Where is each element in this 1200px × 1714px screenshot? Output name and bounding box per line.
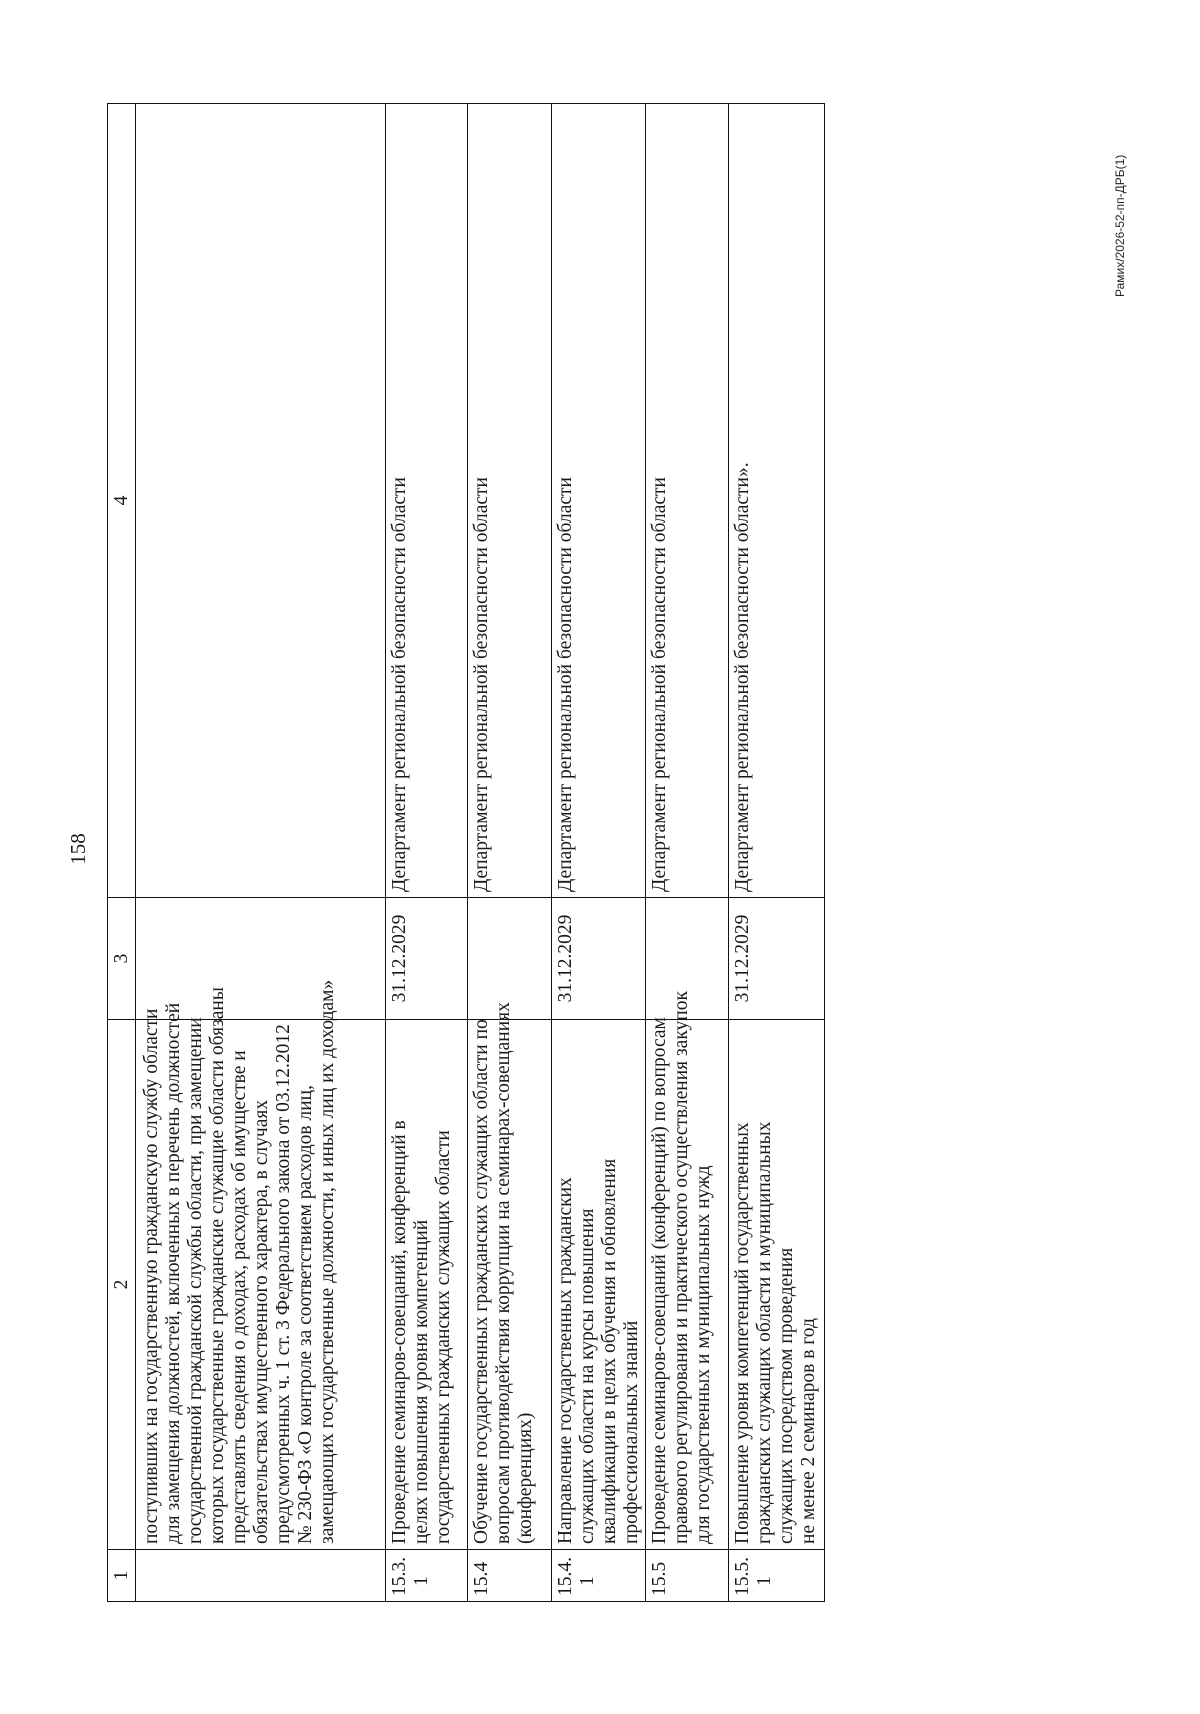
measure-description [136,979,386,1550]
executor-cell: Департамент региональной безопасности области [386,104,468,898]
desc-line: которых государственные гражданские служащие области обязаны [207,987,228,1544]
desc-line: вопросам противодействия коррупции на семинарах-совещаниях [493,1002,514,1544]
deadline-cell: 31.12.2029 [386,898,468,1020]
executor-cell [136,104,386,898]
desc-line: не менее 2 семинаров в год [798,1318,819,1544]
desc-line: правового регулирования и практического осуществления закупок [671,991,692,1544]
desc-line: государственной гражданской службы области, при замещении [185,1017,206,1544]
document-stamp: Рамих/2026-52-пп-ДРБ(1) [1113,154,1127,297]
desc-line: квалификации в целях обучения и обновления [599,1158,620,1544]
desc-line: государственных гражданских служащих области [433,1130,454,1544]
desc-line: (конференциях) [515,1412,536,1544]
row-number-cell [729,1550,825,1602]
deadline-cell: 31.12.2029 [552,898,646,1020]
row-number-line: 15.3. [389,1557,410,1596]
desc-line: гражданских служащих области и муниципальных [754,1121,775,1544]
row-number-cell [552,1550,646,1602]
desc-line: профессиональных знаний [621,1320,642,1544]
measure-description [468,1002,552,1550]
row-number-line: 1 [411,1576,432,1586]
desc-line: № 230-ФЗ «О контроле за соответствием расходов лиц, [295,1085,316,1544]
row-number-line: 1 [577,1576,598,1586]
desc-line: целях повышения уровня компетенций [411,1219,432,1544]
desc-line: Обучение государственных гражданских служащих области по [471,1019,492,1544]
row-number-cell [646,1550,729,1602]
header-col-3: 3 [108,898,136,1020]
header-col-4: 4 [108,104,136,898]
page-number: 158 [66,833,90,865]
desc-line: обязательствах имущественного характера, в случаях [251,1099,272,1544]
desc-line: представлять сведения о доходах, расходах об имуществе и [229,1050,250,1544]
row-number-line: 15.4 [471,1561,492,1596]
row-number-cell [136,1550,386,1602]
executor-cell: Департамент региональной безопасности области [646,104,729,898]
table-row [729,104,825,1602]
desc-line: Повышение уровня компетенций государственных [732,1122,753,1544]
measure-description [386,1020,468,1550]
desc-line: Проведение семинаров-совещаний (конференций) по вопросам [649,1017,670,1544]
desc-line: предусмотренных ч. 1 ст. 3 Федерального закона от 03.12.2012 [273,1024,294,1544]
desc-line: служащих посредством проведения [776,1247,797,1544]
desc-line: Проведение семинаров-совещаний, конференций в [389,1120,410,1544]
measure-description [646,991,729,1550]
table-row [136,104,386,1602]
measure-description [729,1020,825,1550]
desc-line: для государственных и муниципальных нужд [693,1165,714,1544]
table-row [386,104,468,1602]
row-number-cell [468,1550,552,1602]
measures-table [107,103,825,1602]
table-row [468,104,552,1602]
desc-line: Направление государственных гражданских [555,1177,576,1544]
header-row [108,104,136,1602]
desc-line: для замещения должностей, включенных в перечень должностей [163,1002,184,1544]
measure-description [552,1020,646,1550]
row-number-line: 1 [754,1576,775,1586]
executor-cell: Департамент региональной безопасности области [468,104,552,898]
desc-line: замещающих государственные должности, и иных лиц их доходам» [317,979,338,1544]
table-row [646,104,729,1602]
table-row [552,104,646,1602]
desc-line: служащих области на курсы повышения [577,1208,598,1544]
row-number-cell [386,1550,468,1602]
executor-cell: Департамент региональной безопасности области». [729,104,825,898]
header-col-2: 2 [108,1020,136,1550]
deadline-cell [136,898,386,1020]
header-col-1: 1 [108,1550,136,1602]
row-number-line: 15.5 [649,1561,670,1596]
deadline-cell: 31.12.2029 [729,898,825,1020]
desc-line: поступивших на государственную гражданскую службу области [141,1008,162,1544]
row-number-line: 15.4. [555,1557,576,1596]
executor-cell: Департамент региональной безопасности области [552,104,646,898]
row-number-line: 15.5. [732,1557,753,1596]
